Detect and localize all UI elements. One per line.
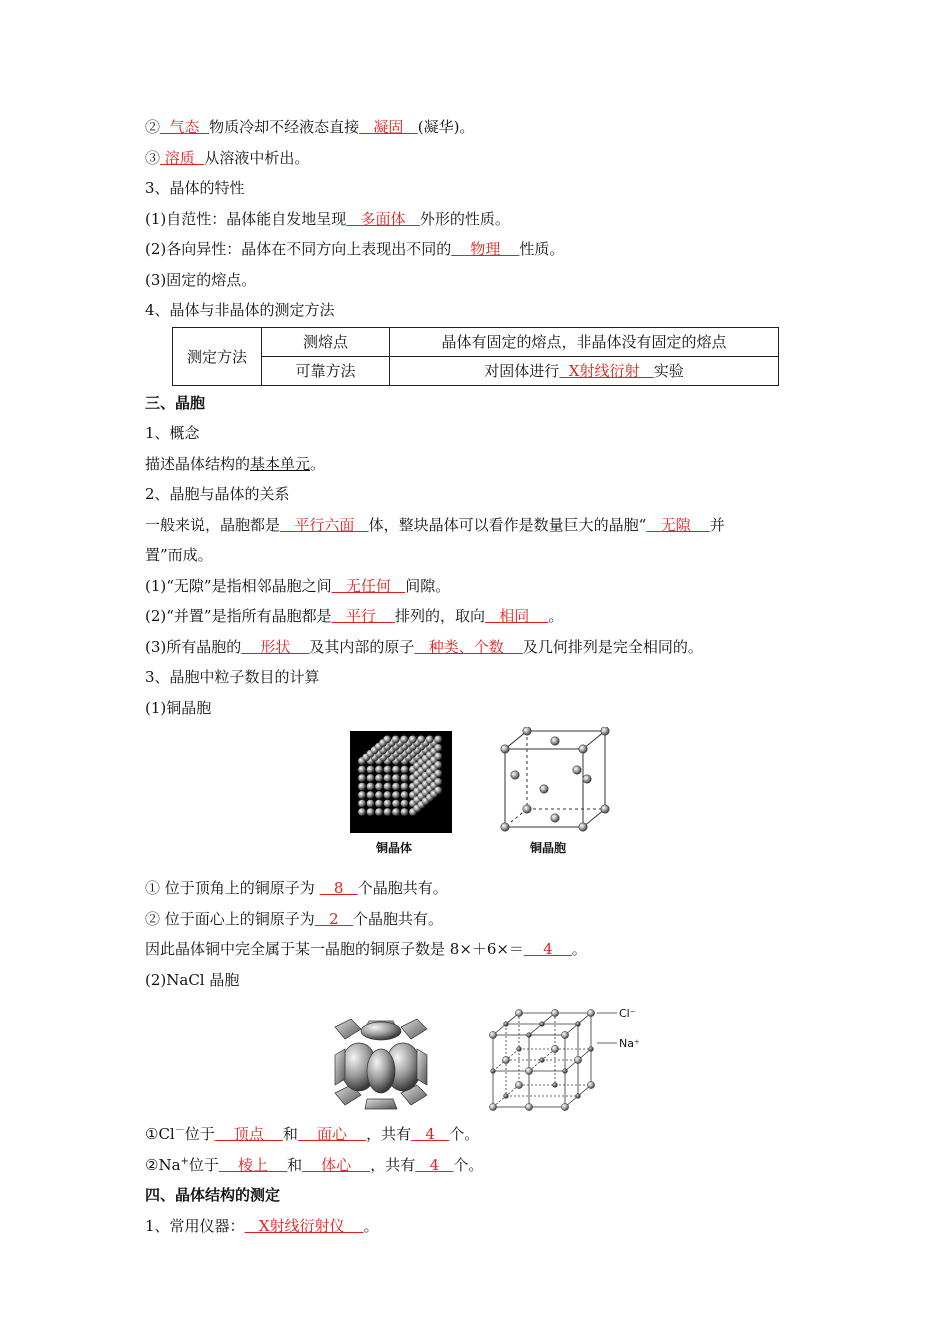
answer-blank: 棱上 xyxy=(218,1155,288,1174)
nacl-ball-stick-model xyxy=(489,1007,641,1113)
answer-blank: 4 xyxy=(415,1155,454,1174)
nacl-figures xyxy=(145,995,815,1119)
copper-atom xyxy=(367,783,375,791)
copper-atom xyxy=(434,770,442,778)
subheading-counting: 3、晶胞中粒子数目的计算 xyxy=(145,668,320,686)
answer-blank: 顶点 xyxy=(214,1125,283,1143)
subheading-measurement: 4、晶体与非晶体的测定方法 xyxy=(145,301,335,319)
copper-atom xyxy=(426,736,434,744)
copper-atom xyxy=(367,791,375,799)
copper-crystal-caption: 铜晶体 xyxy=(376,841,413,855)
line-chloride-position: ①Cl－位于 顶点 和 面心 ，共有 4 个。 xyxy=(145,1125,480,1143)
answer-blank: 物理 xyxy=(451,240,520,258)
table-cell: 对固体进行 X射线衍射 实验 xyxy=(390,356,779,385)
line-anisotropy: (2)各向异性：晶体在不同方向上表现出不同的 物理 性质。 xyxy=(145,240,565,258)
copper-unit-cell-diagram xyxy=(497,727,615,837)
copper-atom xyxy=(434,787,442,795)
copper-atom xyxy=(358,808,366,816)
nacl-space-filling-model xyxy=(331,1015,431,1113)
answer-blank: 无隙 xyxy=(646,515,710,534)
answer-blank: 平行 xyxy=(331,607,395,625)
line-shape: (3)所有晶胞的 形状 及其内部的原子 种类、个数 及几何排列是完全相同的。 xyxy=(145,637,703,656)
answer-blank: 8 xyxy=(319,879,358,897)
answer-blank: 面心 xyxy=(297,1125,367,1143)
copper-atom xyxy=(384,766,392,774)
copper-atom xyxy=(401,774,409,782)
copper-atom xyxy=(375,774,383,782)
copper-atom xyxy=(401,766,409,774)
measurement-table xyxy=(172,327,779,386)
copper-atom xyxy=(384,774,392,782)
line-sodium-position: ②Na+位于 棱上 和 体心 ，共有 4 个。 xyxy=(145,1155,484,1174)
subheading-relation: 2、晶胞与晶体的关系 xyxy=(145,485,290,503)
line-concept-text: 描述晶体结构的基本单元。 xyxy=(145,454,326,473)
table-cell: 测熔点 xyxy=(262,327,390,356)
answer-blank: 4 xyxy=(524,940,572,958)
copper-atom xyxy=(384,800,392,808)
copper-atom xyxy=(400,736,408,744)
answer-blank: 溶质 xyxy=(160,148,205,167)
copper-atom xyxy=(392,791,400,799)
copper-atom xyxy=(392,766,400,774)
copper-atom xyxy=(401,791,409,799)
copper-atom xyxy=(375,783,383,791)
answer-blank: 相同 xyxy=(485,607,549,625)
answer-blank: 凝固 xyxy=(359,118,418,136)
copper-atom xyxy=(358,783,366,791)
answer-blank: 形状 xyxy=(241,637,310,656)
copper-atom xyxy=(367,766,375,774)
line-instrument: 1、常用仪器： X射线衍射仪 。 xyxy=(145,1216,379,1235)
copper-atom xyxy=(384,783,392,791)
line-no-gap: (1)“无隙”是指相邻晶胞之间 无任何 间隙。 xyxy=(145,576,451,595)
answer-blank: 多面体 xyxy=(346,209,420,228)
copper-atom xyxy=(375,800,383,808)
table-cell: 可靠方法 xyxy=(262,356,390,385)
copper-atom xyxy=(384,791,392,799)
copper-atom xyxy=(392,800,400,808)
copper-atom xyxy=(367,774,375,782)
copper-crystal-image xyxy=(350,731,452,833)
section-heading-structure-measurement: 四、晶体结构的测定 xyxy=(145,1186,281,1204)
section-heading-unit-cell: 三、晶胞 xyxy=(145,393,206,412)
line-sublimation: ② 气态 物质冷却不经液态直接 凝固 (凝华)。 xyxy=(145,118,475,136)
copper-atom xyxy=(434,736,442,744)
answer-blank: 气态 xyxy=(160,118,210,136)
subheading-copper-cell: (1)铜晶胞 xyxy=(145,698,212,717)
copper-atom xyxy=(358,766,366,774)
copper-atom xyxy=(401,783,409,791)
copper-atom xyxy=(375,791,383,799)
copper-atom xyxy=(401,808,409,816)
copper-atom xyxy=(401,800,409,808)
line-relation-2: 置”而成。 xyxy=(145,546,213,564)
answer-blank: 平行六面 xyxy=(280,515,369,534)
line-face-atoms: ② 位于面心上的铜原子为 2 个晶胞共有。 xyxy=(145,909,443,928)
table-cell: 晶体有固定的熔点，非晶体没有固定的熔点 xyxy=(390,327,779,356)
copper-atom xyxy=(392,774,400,782)
copper-atom xyxy=(358,791,366,799)
copper-atom xyxy=(434,778,442,786)
line-corner-atoms: ① 位于顶角上的铜原子为 8 个晶胞共有。 xyxy=(145,879,448,897)
document-page xyxy=(145,112,815,1241)
copper-atom xyxy=(434,761,442,769)
subheading-concept: 1、概念 xyxy=(145,424,200,442)
copper-atom xyxy=(375,766,383,774)
sodium-label: Na⁺ xyxy=(619,1037,640,1050)
copper-atom xyxy=(409,736,417,744)
copper-atom xyxy=(392,783,400,791)
copper-atom xyxy=(383,736,391,744)
copper-atom xyxy=(434,753,442,761)
copper-atom xyxy=(375,808,383,816)
answer-blank: X射线衍射仪 xyxy=(244,1216,364,1235)
answer-blank: 无任何 xyxy=(331,576,406,595)
copper-unit-cell-caption: 铜晶胞 xyxy=(530,841,567,855)
copper-atom xyxy=(417,736,425,744)
subheading-crystal-properties: 3、晶体的特性 xyxy=(145,179,245,197)
answer-blank: X射线衍射 xyxy=(559,362,654,380)
copper-atom xyxy=(384,808,392,816)
line-relation-1: 一般来说，晶胞都是 平行六面 体，整块晶体可以看作是数量巨大的晶胞“ 无隙 并 xyxy=(145,515,725,534)
line-melting-point: (3)固定的熔点。 xyxy=(145,270,257,289)
line-atom-count: 因此晶体铜中完全属于某一晶胞的铜原子数是 8×＋6×＝ 4 。 xyxy=(145,940,587,958)
answer-blank: 种类、个数 xyxy=(414,637,523,656)
line-self-shaping: (1)自范性：晶体能自发地呈现 多面体 外形的性质。 xyxy=(145,209,510,228)
table-row-header: 测定方法 xyxy=(173,327,262,385)
copper-atom xyxy=(392,808,400,816)
subheading-nacl-cell: (2)NaCl 晶胞 xyxy=(145,970,240,989)
line-parallel: (2)“并置”是指所有晶胞都是 平行 排列的，取向 相同 。 xyxy=(145,607,564,625)
copper-atom xyxy=(367,808,375,816)
copper-atom xyxy=(358,774,366,782)
answer-blank: 4 xyxy=(411,1125,450,1143)
copper-figures xyxy=(145,723,815,873)
answer-blank: 体心 xyxy=(302,1155,371,1174)
copper-atom xyxy=(434,744,442,752)
copper-atom xyxy=(358,800,366,808)
chloride-label: Cl⁻ xyxy=(619,1007,636,1020)
copper-atom xyxy=(392,736,400,744)
answer-blank: 2 xyxy=(314,909,353,928)
line-solute: ③ 溶质 从溶液中析出。 xyxy=(145,148,310,167)
copper-atom xyxy=(367,800,375,808)
